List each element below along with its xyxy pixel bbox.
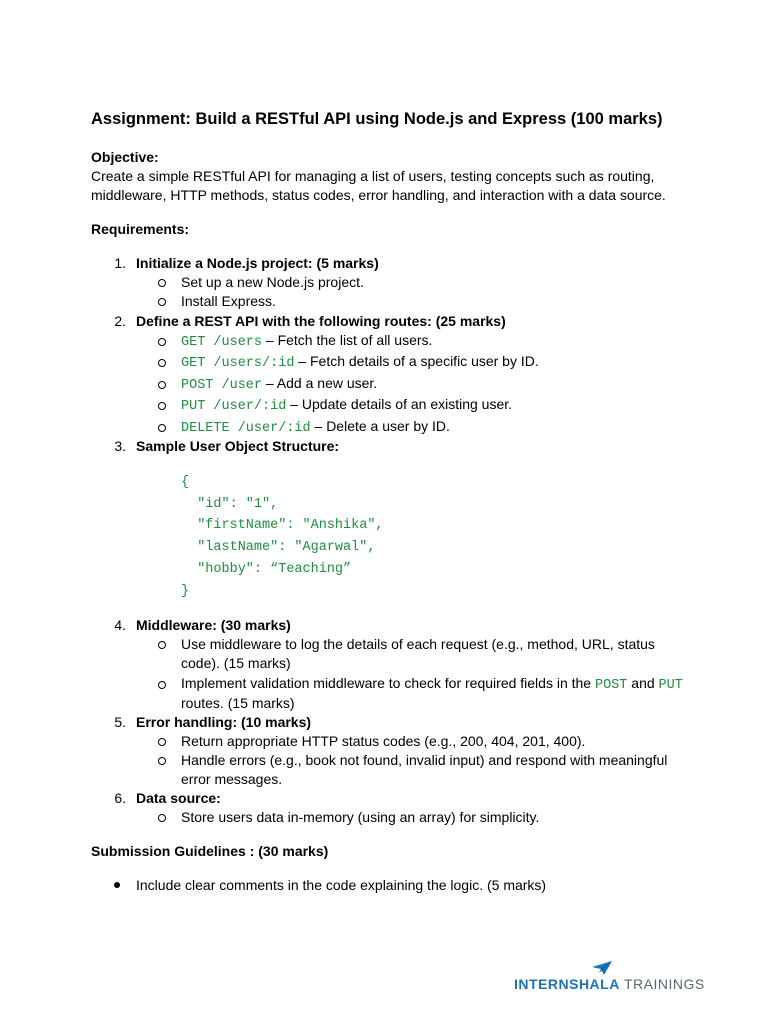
objective-heading: Objective: xyxy=(91,149,159,165)
json-line: "id": "1", xyxy=(181,496,279,512)
sub-item-line: Use middleware to log the details of each request (e.g., method, URL, status xyxy=(181,636,655,652)
method-code: PUT xyxy=(658,678,683,693)
sub-item: Set up a new Node.js project. xyxy=(181,274,364,290)
route-desc: – Update details of an existing user. xyxy=(286,396,513,412)
route-desc: – Add a new user. xyxy=(262,375,378,391)
route-desc: – Fetch the list of all users. xyxy=(262,332,433,348)
submission-bullet: Include clear comments in the code explaining the logic. (5 marks) xyxy=(136,877,547,893)
item-label: Data source: xyxy=(136,790,221,806)
objective-text-line-1: Create a simple RESTful API for managing a list of users, testing concepts such as routing, xyxy=(91,168,655,184)
sub-item-text: Implement validation middleware to check for required fields in the xyxy=(181,675,595,691)
hollow-bullet-icon xyxy=(158,402,166,410)
hollow-bullet-icon xyxy=(158,338,166,346)
objective-text-line-2: middleware, HTTP methods, status codes, error handling, and interaction with a data source. xyxy=(91,187,666,203)
method-code: POST xyxy=(594,678,628,693)
route-item xyxy=(181,417,450,438)
route-item xyxy=(181,352,539,373)
route-code: GET /users xyxy=(181,335,263,350)
item-label: Error handling: (10 marks) xyxy=(136,714,312,730)
page-title: Assignment: Build a RESTful API using Node.js and Express (100 marks) xyxy=(91,110,663,128)
json-line: "hobby": “Teaching” xyxy=(181,561,352,577)
item-number: 5. xyxy=(114,714,126,730)
sub-item-line: routes. (15 marks) xyxy=(181,695,295,711)
route-item xyxy=(181,331,432,352)
route-code: DELETE /user/:id xyxy=(181,421,311,436)
sub-item-line: code). (15 marks) xyxy=(181,655,291,671)
item-number: 4. xyxy=(114,617,126,633)
logo-text-secondary: TRAININGS xyxy=(619,976,705,992)
sub-item: Store users data in-memory (using an array) for simplicity. xyxy=(181,809,540,825)
hollow-bullet-icon xyxy=(158,424,166,432)
hollow-bullet-icon xyxy=(158,641,166,649)
json-line: { xyxy=(181,475,190,490)
item-number: 2. xyxy=(114,313,126,329)
json-line: } xyxy=(181,583,190,599)
internshala-trainings-logo xyxy=(514,976,705,992)
json-line: "lastName": "Agarwal", xyxy=(181,540,376,556)
bullet-icon xyxy=(114,882,120,888)
item-label: Initialize a Node.js project: (5 marks) xyxy=(136,255,379,271)
paper-plane-icon xyxy=(590,960,614,976)
hollow-bullet-icon xyxy=(158,738,166,746)
hollow-bullet-icon xyxy=(158,814,166,822)
item-label: Sample User Object Structure: xyxy=(136,438,340,454)
json-code-block xyxy=(181,472,384,602)
hollow-bullet-icon xyxy=(158,681,166,689)
item-label: Define a REST API with the following routes: (25 marks) xyxy=(136,313,506,329)
route-code: POST /user xyxy=(181,378,263,393)
route-desc: – Fetch details of a specific user by ID. xyxy=(294,353,539,369)
item-label: Middleware: (30 marks) xyxy=(136,617,291,633)
hollow-bullet-icon xyxy=(158,757,166,765)
item-number: 6. xyxy=(114,790,126,806)
sub-item-line: Handle errors (e.g., book not found, invalid input) and respond with meaningful xyxy=(181,752,668,768)
sub-item-text: and xyxy=(627,675,659,691)
logo-text-primary: INTERNSHALA xyxy=(514,976,620,992)
sub-item: Install Express. xyxy=(181,293,276,309)
route-code: PUT /user/:id xyxy=(181,399,287,414)
requirements-heading: Requirements: xyxy=(91,221,190,237)
item-number: 3. xyxy=(114,438,126,454)
sub-item-line xyxy=(181,674,683,695)
sub-item-line: error messages. xyxy=(181,771,283,787)
item-number: 1. xyxy=(114,255,126,271)
route-code: GET /users/:id xyxy=(181,356,295,371)
route-desc: – Delete a user by ID. xyxy=(310,418,450,434)
route-item xyxy=(181,395,512,416)
route-item xyxy=(181,374,377,395)
hollow-bullet-icon xyxy=(158,298,166,306)
submission-heading: Submission Guidelines : (30 marks) xyxy=(91,843,329,859)
sub-item: Return appropriate HTTP status codes (e.g., 200, 404, 201, 400). xyxy=(181,733,586,749)
hollow-bullet-icon xyxy=(158,359,166,367)
json-line: "firstName": "Anshika", xyxy=(181,518,384,534)
hollow-bullet-icon xyxy=(158,279,166,287)
hollow-bullet-icon xyxy=(158,381,166,389)
